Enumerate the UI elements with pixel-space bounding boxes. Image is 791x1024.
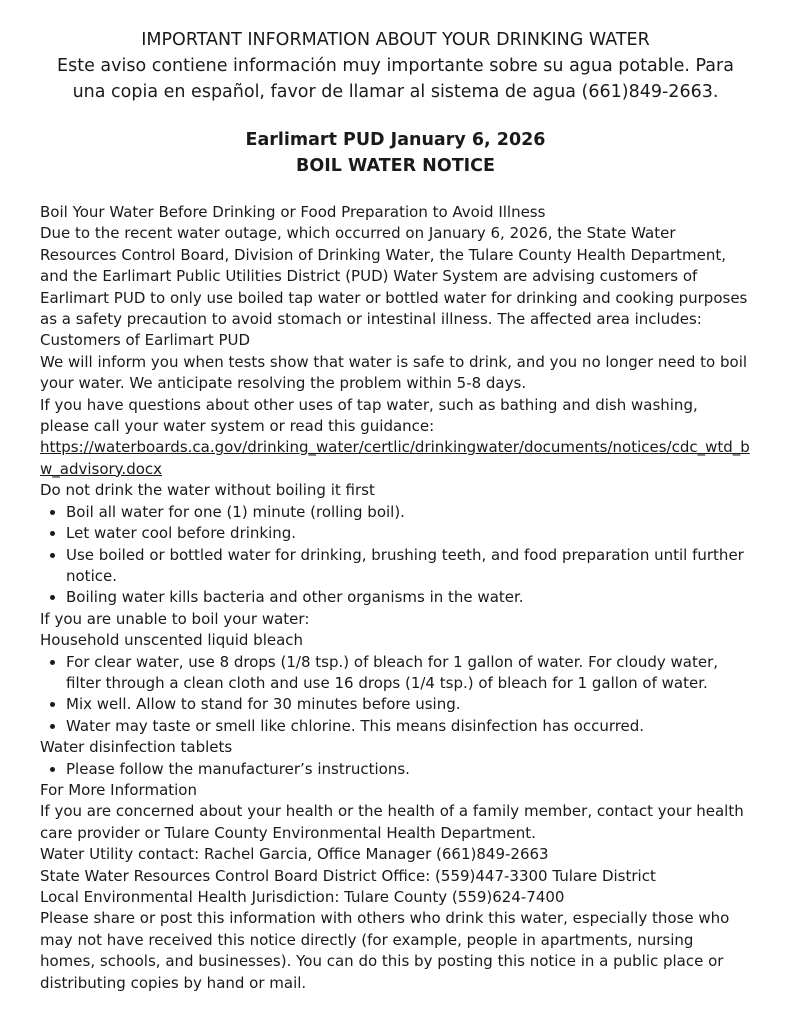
list-item: • Water may taste or smell like chlorine. This means disinfection has occurred. [66,716,751,737]
more-info-heading: For More Information [40,780,197,799]
unable-to-boil-heading: If you are unable to boil your water: [40,609,310,628]
bleach-instructions-list [40,652,751,738]
tablets-instructions-list [40,759,751,780]
notice-type-title: BOIL WATER NOTICE [296,156,495,176]
notice-body [40,202,751,994]
bleach-heading: Household unscented liquid bleach [40,631,304,650]
local-health-contact: Local Environmental Health Jurisdiction: Tulare County (559)624-7400 [40,888,565,906]
list-item: • Please follow the manufacturer’s instructions. [66,759,751,780]
boil-heading: Boil Your Water Before Drinking or Food Preparation to Avoid Illness [40,203,546,221]
header-title: IMPORTANT INFORMATION ABOUT YOUR DRINKING WATER [141,30,650,50]
outage-paragraph: Due to the recent water outage, which occurred on January 6, 2026, the State Water Resources Control Board, Division of Drinking Water, the Tulare County Health Department, and the Earlimart Public Utilities District (PUD) Water System are advising customers of Earlimart PUD to only use boiled tap water or bottled water for drinking and cooking purposes as a safety precaution to avoid stomach or intestinal illness. The affected area includes: Customers of Earlimart PUD [40,224,748,350]
tablets-heading: Water disinfection tablets [40,738,233,757]
spanish-notice: Este aviso contiene información muy importante sobre su agua potable. Para una copia en español, favor de llamar al sistema de agua (661)849-2663. [57,56,734,102]
inform-paragraph: We will inform you when tests show that water is safe to drink, and you no longer need to boil your water. We anticipate resolving the problem within 5-8 days. [40,352,748,393]
health-concern-paragraph: If you are concerned about your health or the health of a family member, contact your health care provider or Tulare County Environmental Health Department. [40,802,744,842]
list-item: • Boiling water kills bacteria and other organisms in the water. [66,587,751,608]
guidance-link-line [40,437,751,480]
do-not-drink-heading: Do not drink the water without boiling it first [40,481,375,500]
notice-header [40,27,751,105]
state-board-contact: State Water Resources Control Board District Office: (559)447-3300 Tulare District [40,866,656,885]
utility-contact: Water Utility contact: Rachel Garcia, Office Manager (661)849-2663 [40,845,549,864]
list-item: • Boil all water for one (1) minute (rolling boil). [66,502,751,523]
questions-paragraph: If you have questions about other uses of tap water, such as bathing and dish washing, please call your water system or read this guidance: [40,395,698,436]
boiling-instructions-list [40,502,751,609]
notice-date-title: Earlimart PUD January 6, 2026 [245,130,546,150]
list-item: • Let water cool before drinking. [66,523,751,544]
list-item: • For clear water, use 8 drops (1/8 tsp.) of bleach for 1 gallon of water. For cloudy water, filter through a clean cloth and use 16 drops (1/4 tsp.) of bleach for 1 gallon of water. [66,652,751,695]
share-paragraph: Please share or post this information with others who drink this water, especially those who may not have received this notice directly (for example, people in apartments, nursing homes, schools, and businesses). You can do this by posting this notice in a public place or distributing copies by hand or mail. [40,909,730,992]
list-item: • Use boiled or bottled water for drinking, brushing teeth, and food preparation until further notice. [66,545,751,588]
notice-title-block [40,127,751,179]
list-item: • Mix well. Allow to stand for 30 minutes before using. [66,694,751,715]
guidance-link[interactable]: https://waterboards.ca.gov/drinking_water/certlic/drinkingwater/documents/notices/cdc_wtd_bw_advisory.docx [40,438,750,478]
